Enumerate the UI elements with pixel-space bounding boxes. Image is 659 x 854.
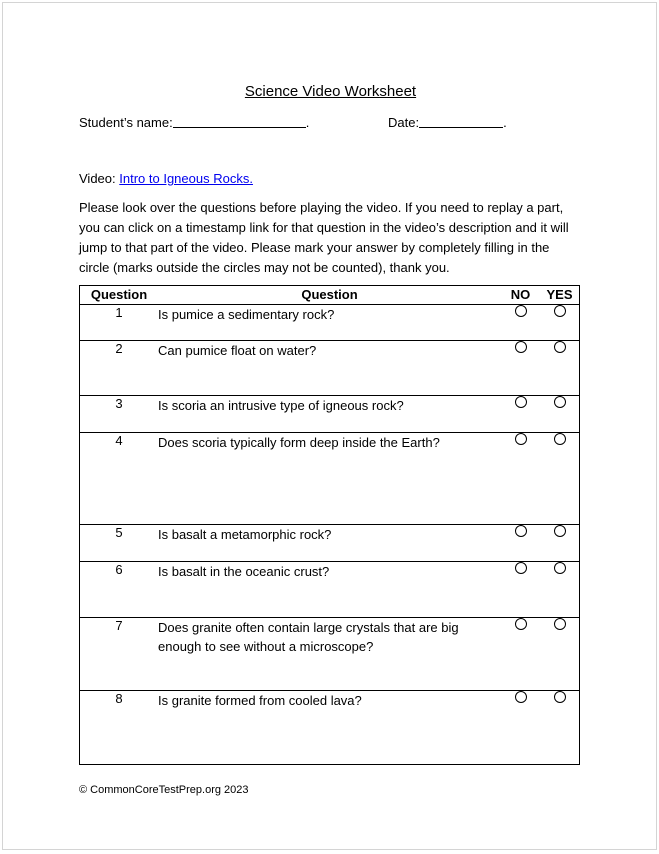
worksheet-page — [2, 2, 657, 850]
answer-no-cell — [501, 691, 540, 765]
table-row — [80, 618, 580, 691]
student-name-field[interactable]: Student’s name: . — [79, 115, 310, 130]
table-row — [80, 691, 580, 765]
no-circle[interactable] — [515, 618, 527, 630]
table-row — [80, 525, 580, 562]
question-text: Is granite formed from cooled lava? — [158, 691, 501, 765]
question-text: Can pumice float on water? — [158, 341, 501, 396]
table-header-row — [80, 286, 580, 305]
question-table — [79, 285, 580, 765]
yes-circle[interactable] — [554, 305, 566, 317]
yes-circle[interactable] — [554, 525, 566, 537]
video-label: Video: — [79, 171, 116, 186]
answer-no-cell — [501, 525, 540, 562]
answer-yes-cell — [540, 305, 580, 341]
question-number: 3 — [80, 396, 159, 433]
date-line[interactable] — [419, 114, 503, 128]
answer-yes-cell — [540, 562, 580, 618]
copyright-footer: © CommonCoreTestPrep.org 2023 — [79, 784, 249, 796]
answer-no-cell — [501, 562, 540, 618]
no-circle[interactable] — [515, 341, 527, 353]
yes-circle[interactable] — [554, 341, 566, 353]
table-row — [80, 433, 580, 525]
table-row — [80, 305, 580, 341]
question-text: Does granite often contain large crystals that are big enough to see without a microscope? — [158, 618, 501, 691]
question-number: 5 — [80, 525, 159, 562]
question-number: 8 — [80, 691, 159, 765]
no-circle[interactable] — [515, 305, 527, 317]
answer-yes-cell — [540, 396, 580, 433]
no-circle[interactable] — [515, 562, 527, 574]
yes-circle[interactable] — [554, 691, 566, 703]
question-number: 4 — [80, 433, 159, 525]
header-number: Question — [80, 286, 159, 305]
worksheet-title: Science Video Worksheet — [244, 83, 417, 100]
question-text: Is scoria an intrusive type of igneous rock? — [158, 396, 501, 433]
answer-yes-cell — [540, 618, 580, 691]
answer-no-cell — [501, 305, 540, 341]
question-number: 1 — [80, 305, 159, 341]
answer-yes-cell — [540, 691, 580, 765]
question-text: Is basalt in the oceanic crust? — [158, 562, 501, 618]
yes-circle[interactable] — [554, 618, 566, 630]
no-circle[interactable] — [515, 691, 527, 703]
date-label: Date: — [388, 115, 420, 130]
question-number: 2 — [80, 341, 159, 396]
student-name-line[interactable] — [173, 114, 306, 128]
answer-yes-cell — [540, 525, 580, 562]
table-row — [80, 341, 580, 396]
no-circle[interactable] — [515, 396, 527, 408]
instructions: Please look over the questions before playing the video. If you need to replay a part, you can click on a timestamp link for that question in the video’s description and it will jump to that part of the video. Please mark your answer by completely filling in the circle (marks outside the circles may not be counted), thank you. — [79, 200, 569, 275]
student-name-label: Student’s name: — [79, 115, 173, 130]
header-yes: YES — [540, 286, 580, 305]
question-number: 6 — [80, 562, 159, 618]
answer-no-cell — [501, 433, 540, 525]
header-question: Question — [158, 286, 501, 305]
answer-yes-cell — [540, 433, 580, 525]
question-text: Is basalt a metamorphic rock? — [158, 525, 501, 562]
yes-circle[interactable] — [554, 562, 566, 574]
answer-no-cell — [501, 341, 540, 396]
answer-no-cell — [501, 618, 540, 691]
no-circle[interactable] — [515, 525, 527, 537]
answer-no-cell — [501, 396, 540, 433]
yes-circle[interactable] — [554, 396, 566, 408]
question-text: Is pumice a sedimentary rock? — [158, 305, 501, 341]
header-no: NO — [501, 286, 540, 305]
table-row — [80, 396, 580, 433]
video-line — [79, 171, 253, 186]
table-row — [80, 562, 580, 618]
no-circle[interactable] — [515, 433, 527, 445]
yes-circle[interactable] — [554, 433, 566, 445]
video-link[interactable]: Intro to Igneous Rocks. — [119, 171, 253, 186]
answer-yes-cell — [540, 341, 580, 396]
question-number: 7 — [80, 618, 159, 691]
date-field[interactable]: Date: . — [388, 115, 507, 130]
question-text: Does scoria typically form deep inside the Earth? — [158, 433, 501, 525]
